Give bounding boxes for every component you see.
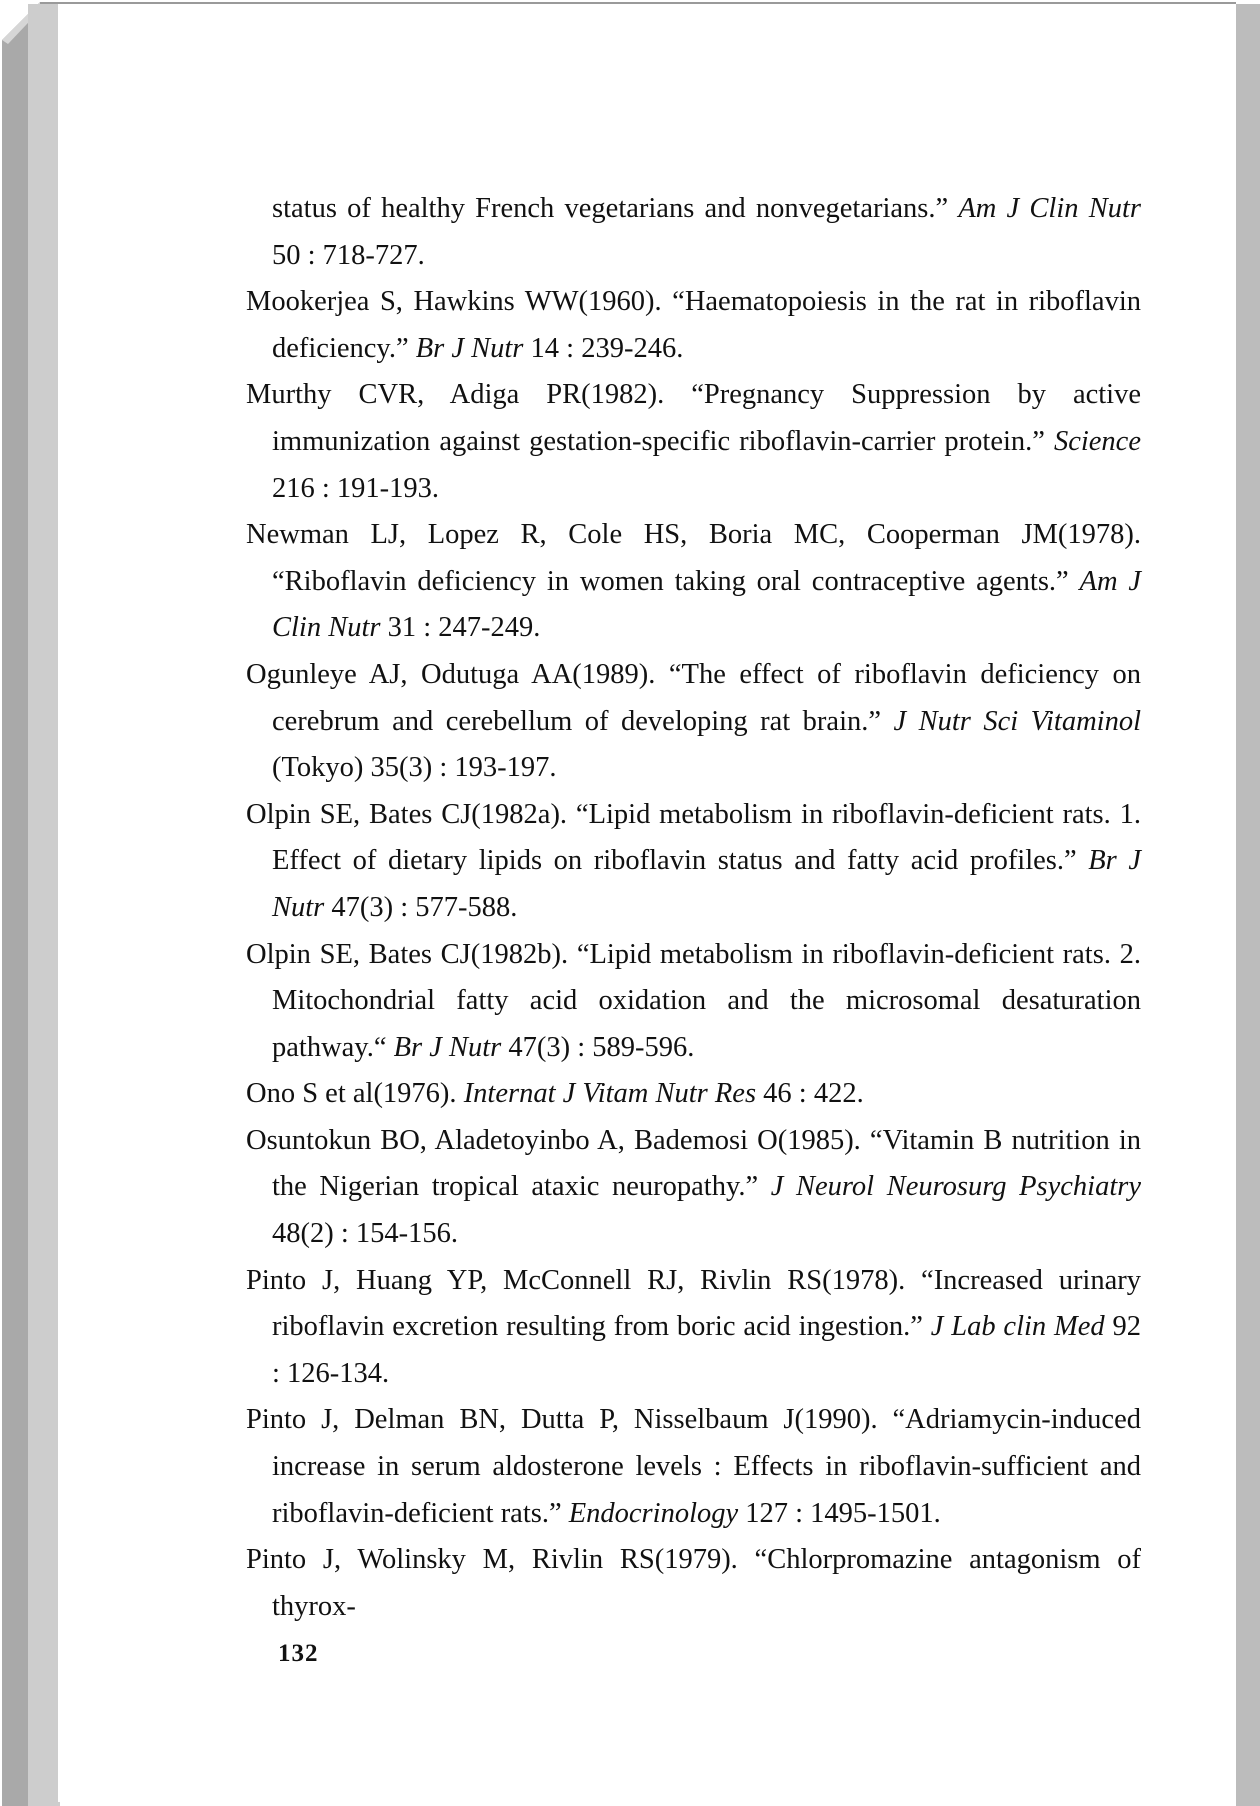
reference-entry [246,1118,1141,1258]
reference-text: status of healthy French vegetarians and nonvegetarians.” [272,193,959,224]
journal-title: Br J Nutr [415,332,524,364]
reference-entry [246,792,1141,932]
reference-text: Osuntokun BO, Aladetoyinbo A, Bademosi O(1985). “Vitamin B nutrition in the Nigerian tropical ataxic neuropathy.” [246,1124,1141,1203]
reference-text: 47(3) : 577-588. [324,891,518,923]
journal-title: J Nutr Sci Vitaminol [893,705,1141,737]
reference-text: 47(3) : 589-596. [501,1031,695,1063]
reference-entry [246,186,1141,279]
reference-text: Ono S et al(1976). [246,1078,464,1110]
journal-title: Br J Nutr [393,1031,502,1063]
reference-entry [246,279,1141,372]
journal-title: J Neurol Neurosurg Psychiatry [770,1171,1141,1203]
reference-entry [246,512,1141,652]
reference-text: Pinto J, Wolinsky M, Rivlin RS(1979). “Chlorpromazine antagonism of thyrox- [246,1544,1141,1622]
reference-text: 14 : 239-246. [523,332,684,364]
reference-text: 31 : 247-249. [380,612,541,644]
reference-text: Olpin SE, Bates CJ(1982b). “Lipid metabolism in riboflavin-deficient rats. 2. Mitochondrial fatty acid oxidation and the microsomal desaturation pathway.“ [246,938,1141,1063]
journal-title: Science [1053,425,1141,457]
journal-title: Endocrinology [568,1497,739,1529]
spine-shadow [28,4,60,1806]
reference-text: 127 : 1495-1501. [738,1497,941,1529]
reference-entry [246,1071,1141,1118]
reference-text: Murthy CVR, Adiga PR(1982). “Pregnancy Suppression by active immunization against gestation-specific riboflavin-carrier protein.” [246,379,1141,457]
journal-title: Am J Clin Nutr [958,193,1141,224]
reference-text: (Tokyo) 35(3) : 193-197. [272,752,557,784]
reference-text: Olpin SE, Bates CJ(1982a). “Lipid metabolism in riboflavin-deficient rats. 1. Effect of dietary lipids on riboflavin status and fatty acid profiles.” [246,798,1141,877]
reference-text: 92 : 126-134. [272,1311,1141,1389]
reference-entry [246,372,1141,512]
reference-text: Pinto J, Delman BN, Dutta P, Nisselbaum J(1990). “Adriamycin-induced increase in serum aldosterone levels : Effects in riboflavin-sufficient and riboflavin-deficient rats.” [246,1404,1141,1529]
reference-text: Newman LJ, Lopez R, Cole HS, Boria MC, Cooperman JM(1978). “Riboflavin deficiency in women taking oral contraceptive agents.” [246,519,1141,597]
journal-title: Internat J Vitam Nutr Res [463,1078,757,1110]
reference-entry [246,932,1141,1072]
reference-text: 46 : 422. [756,1078,864,1110]
reference-list [246,186,1141,1630]
reference-text: Ogunleye AJ, Odutuga AA(1989). “The effect of riboflavin deficiency on cerebrum and cerebellum of developing rat brain.” [246,658,1141,737]
reference-text: Mookerjea S, Hawkins WW(1960). “Haematopoiesis in the rat in riboflavin deficiency.” [246,286,1141,364]
reference-text: 50 : 718-727. [272,239,425,271]
right-edge-shadow [1236,4,1260,1806]
reference-text: Pinto J, Huang YP, McConnell RJ, Rivlin RS(1978). “Increased urinary riboflavin excretion resulting from boric acid ingestion.” [246,1264,1141,1343]
reference-entry [246,1397,1141,1537]
reference-entry [246,1258,1141,1398]
journal-title: Am J Clin Nutr [272,565,1141,644]
reference-text: 216 : 191-193. [272,472,440,504]
page-number: 132 [278,1640,319,1667]
reference-entry [246,1537,1141,1630]
journal-title: Br J Nutr [272,845,1141,923]
reference-text: 48(2) : 154-156. [272,1218,459,1250]
journal-title: J Lab clin Med [930,1311,1105,1343]
reference-entry [246,652,1141,792]
